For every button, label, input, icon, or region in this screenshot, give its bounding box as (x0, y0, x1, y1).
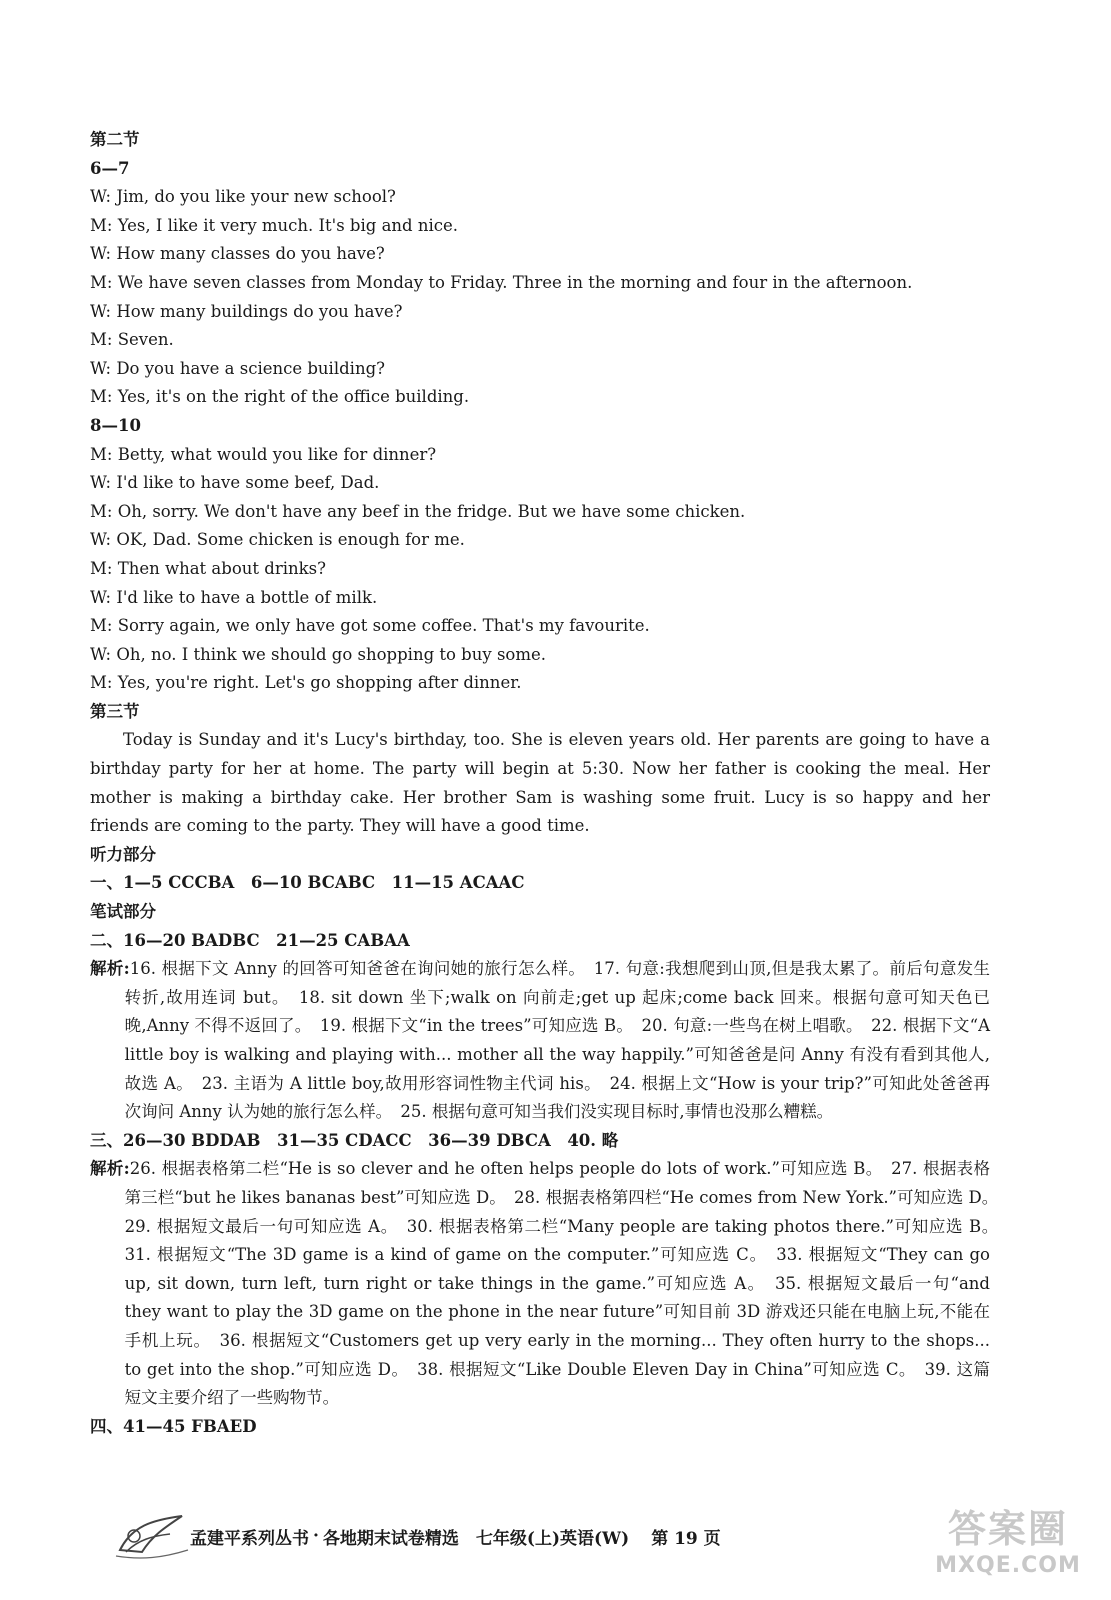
dialogue-line: M: We have seven classes from Monday to Friday. Three in the morning and four in the afternoon. (90, 272, 913, 292)
dialogue-line: W: Do you have a science building? (90, 358, 385, 378)
watermark-title: 答案圈 (947, 1507, 1068, 1551)
section3-passage: Today is Sunday and it's Lucy's birthday, too. She is eleven years old. Her parents are going to have a birthday party for her at home. The party will begin at 5:30. Now her father is cooking the meal. Her mother is making a birthday cake. Her brother Sam is washing some fruit. Lucy is so happy and her friends are coming to the party. They will have a good time. (90, 730, 990, 836)
dialogue-line: M: Seven. (90, 330, 174, 350)
footer-page-number: 第 19 页 (651, 1528, 721, 1549)
dialogue-group1 (90, 183, 990, 412)
dialogue-line: M: Betty, what would you like for dinner? (90, 444, 437, 464)
dialogue-line: W: I'd like to have a bottle of milk. (90, 587, 378, 607)
part3-analysis (90, 1155, 1007, 1412)
answers-part1: 一、1—5 CCCBA 6—10 BCABC 11—15 ACAAC (90, 873, 525, 893)
part2-analysis (90, 955, 990, 1127)
written-heading: 笔试部分 (90, 902, 156, 922)
dialogue-line: W: Jim, do you like your new school? (90, 187, 396, 207)
dialogue-line: W: I'd like to have some beef, Dad. (90, 473, 380, 493)
dialogue-line: M: Yes, I like it very much. It's big and nice. (90, 215, 458, 235)
analysis-text: 26. 根据表格第二栏“He is so clever and he often helps people do lots of work.”可知应选 B。 27. 根据表格第三栏“but he likes bananas best”可知应选 D。 28. 根据表格第四栏“He comes from New York.”可知应选 D。 29. 根据短文最后一句可知应选 A。 30. 根据表格第二栏“Many people are taking photos there.”可知应选 B。 31. 根据短文“The 3D game is a kind of game on the computer.”可知应选 C。 33. 根据短文“They can go up, sit down, turn left, turn right or take things in the game.”可知应选 A。 35. 根据短文最后一句“and they want to play the 3D game on the phone in the near future”可知目前 3D 游戏还只能在电脑上玩,不能在手机上玩。 36. 根据短文“Customers get up very early in the morning... They often hurry to the shops... to get into the shop.”可知应选 D。 38. 根据短文“Like Double Eleven Day in China”可知应选 C。 39. 这篇短文主要介绍了一些购物节。 (124, 1159, 1007, 1408)
analysis-text: 16. 根据下文 Anny 的回答可知爸爸在询问她的旅行怎么样。 17. 句意:我想爬到山顶,但是我太累了。前后句意发生转折,故用连词 but。 18. sit down 坐下;walk on 向前走;get up 起床;come back 回来。根据句意可知天色已晚,Anny 不得不返回了。 19. 根据下文“in the trees”可知应选 B。 20. 句意:一些鸟在树上唱歌。 22. 根据下文“A little boy is walking and playing with... mother all the way happily.”可知爸爸是问 Anny 有没有看到其他人,故选 A。 23. 主语为 A little boy,故用形容词性物主代词 his。 24. 根据上文“How is your trip?”可知此处爸爸再次询问 Anny 认为她的旅行怎么样。 25. 根据句意可知当我们没实现目标时,事情也没那么糟糕。 (124, 959, 990, 1122)
series-logo-icon (112, 1506, 192, 1562)
dialogue-line: W: Oh, no. I think we should go shopping to buy some. (90, 644, 546, 664)
section2-heading: 第二节 (90, 130, 140, 149)
answers-part4: 四、41—45 FBAED (90, 1416, 257, 1436)
answers-part2: 二、16—20 BADBC 21—25 CABAA (90, 930, 410, 950)
watermark-url: MXQE.COM (935, 1553, 1081, 1578)
dialogue-line: M: Oh, sorry. We don't have any beef in the fridge. But we have some chicken. (90, 501, 746, 521)
answers-part3: 三、26—30 BDDAB 31—35 CDACC 36—39 DBCA 40. 略 (90, 1130, 619, 1150)
dialogue-line: M: Then what about drinks? (90, 558, 326, 578)
analysis-label: 解析: (90, 1159, 130, 1179)
page-footer (190, 1516, 721, 1556)
footer-title: 各地期末试卷精选 七年级(上)英语(W) (322, 1528, 630, 1549)
section3-heading: 第三节 (90, 701, 140, 721)
dialogue-line: M: Sorry again, we only have got some coffee. That's my favourite. (90, 616, 650, 636)
footer-series: 孟建平系列丛书 (190, 1528, 309, 1549)
watermark (933, 1505, 1083, 1595)
dialogue-group2 (90, 441, 990, 698)
footer-dot: · (313, 1526, 319, 1546)
dialogue-line: W: How many classes do you have? (90, 244, 385, 264)
dialogue-line: W: How many buildings do you have? (90, 301, 403, 321)
dialogue-line: M: Yes, it's on the right of the office building. (90, 387, 470, 407)
group2-range: 8—10 (90, 415, 141, 435)
listening-heading: 听力部分 (90, 844, 156, 864)
dialogue-line: M: Yes, you're right. Let's go shopping after dinner. (90, 673, 522, 693)
dialogue-line: W: OK, Dad. Some chicken is enough for me. (90, 530, 465, 550)
page-content (90, 126, 1007, 1441)
group1-range: 6—7 (90, 158, 130, 178)
analysis-label: 解析: (90, 959, 130, 979)
